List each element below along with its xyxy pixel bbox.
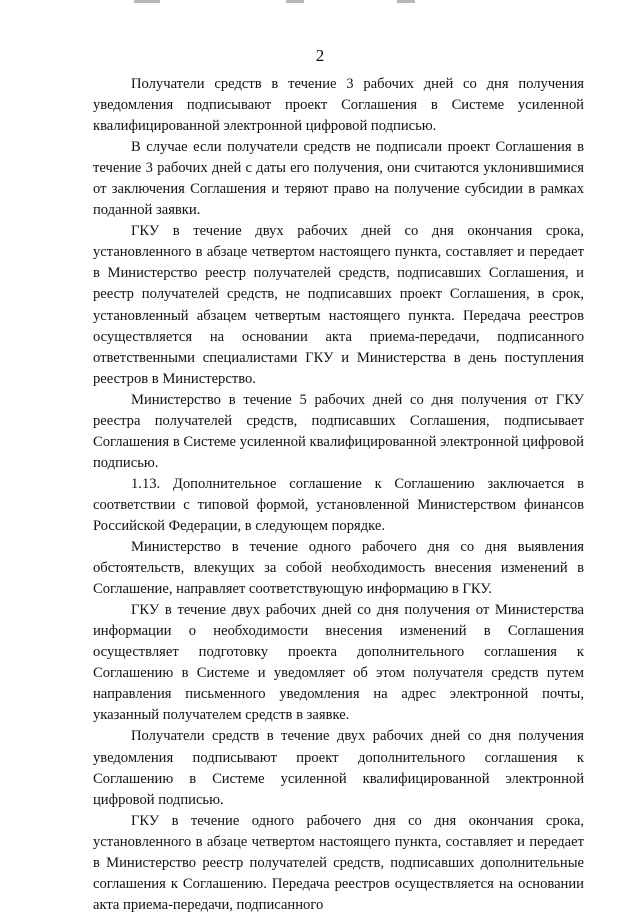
paragraph-4: Министерство в течение 5 рабочих дней со дня получения от ГКУ реестра получателей средств, подписавших Соглашения, подписывает Соглашения в Системе усиленной квалифицированной электронной цифровой подписью. (93, 391, 584, 471)
paragraph-7: ГКУ в течение двух рабочих дней со дня получения от Министерства информации о необходимости внесения изменений в Соглашения осуществляет подготовку проекта дополнительного соглашения к Соглашению в Системе и уведомляет об этом получателя средств путем направления письменного уведомления на адрес электронной почты, указанный получателем средств в заявке. (93, 602, 584, 724)
document-body (93, 74, 584, 916)
paragraph-6: Министерство в течение одного рабочего дня со дня выявления обстоятельств, влекущих за собой необходимость внесения изменений в Соглашение, направляет соответствующую информацию в ГКУ. (93, 539, 584, 598)
paragraph-2: В случае если получатели средств не подписали проект Соглашения в течение 3 рабочих дней с даты его получения, они считаются уклонившимися от заключения Соглашения и теряют право на получение субсидии в рамках поданной заявки. (93, 139, 584, 219)
paragraph-9: ГКУ в течение одного рабочего дня со дня окончания срока, установленного в абзаце четвертом настоящего пункта, составляет и передает в Министерство реестр получателей средств, подписавших дополнительные соглашения к Соглашению. Передача реестров осуществляется на основании акта приема-передачи, подписанного (93, 812, 584, 913)
page-number: 2 (315, 46, 325, 65)
paragraph-3: ГКУ в течение двух рабочих дней со дня окончания срока, установленного в абзаце четвертом настоящего пункта, составляет и передает в Министерство реестр получателей средств, подписавших Соглашения, и реестр получателей средств, не подписавших проект Соглашения, в срок, установленный абзацем четвертым настоящего пункта. Передача реестров осуществляется на основании акта приема-передачи, подписанного ответственными специалистами ГКУ и Министерства в день поступления реестров в Министерство. (93, 223, 584, 387)
scan-edge-marks (0, 0, 640, 6)
paragraph-8: Получатели средств в течение двух рабочих дней со дня получения уведомления подписывают проект дополнительного соглашения к Соглашению в Системе усиленной квалифицированной электронной цифровой подписью. (93, 728, 584, 808)
paragraph-5: 1.13. Дополнительное соглашение к Соглашению заключается в соответствии с типовой формой, установленной Министерством финансов Российской Федерации, в следующем порядке. (93, 475, 584, 534)
paragraph-1: Получатели средств в течение 3 рабочих дней со дня получения уведомления подписывают проект Соглашения в Системе усиленной квалифицированной электронной цифровой подписью. (93, 76, 584, 135)
